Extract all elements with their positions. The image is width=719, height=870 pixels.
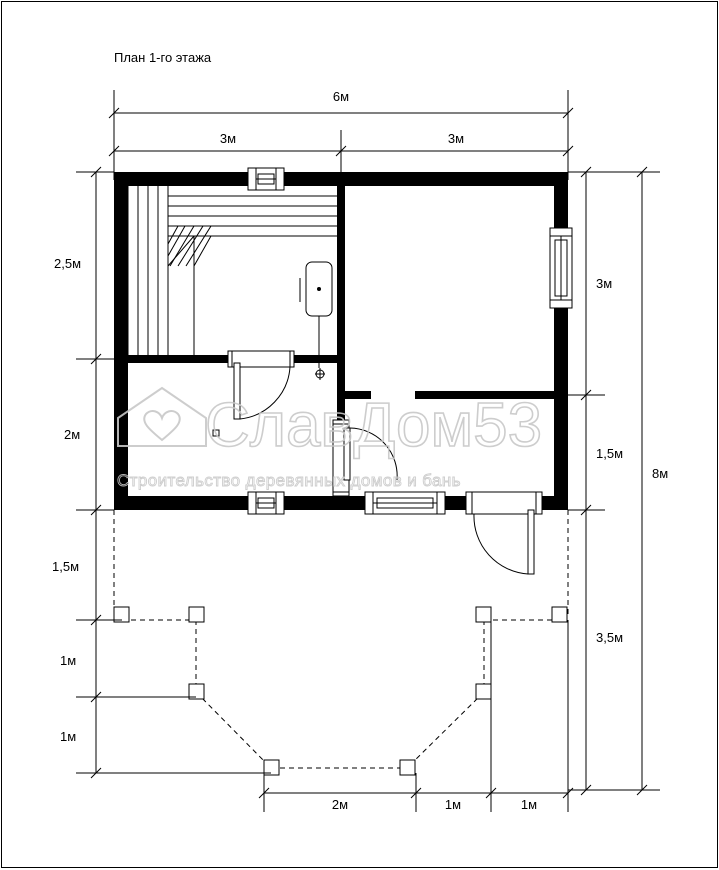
dim-total-width: 6м — [332, 89, 350, 104]
plan-title: План 1-го этажа — [114, 50, 212, 65]
window-right — [550, 228, 572, 308]
porch-outline — [114, 510, 568, 768]
window-top — [248, 168, 284, 190]
door-entrance — [466, 492, 542, 574]
dim-left-porch-2: 1м — [60, 653, 77, 668]
watermark-brand: СлавДом53 — [205, 391, 543, 460]
dim-right-porch: 3,5м — [596, 630, 624, 645]
window-bottom-left — [248, 492, 284, 514]
watermark-tagline: Строительство деревянных домов и бань — [117, 471, 461, 490]
dim-left-top: 2,5м — [54, 256, 82, 271]
wall-right — [554, 172, 568, 510]
dim-left-porch-1: 1,5м — [52, 559, 80, 574]
dim-bottom-3: 1м — [520, 797, 538, 812]
dim-bottom-2: 1м — [444, 797, 462, 812]
watermark-logo-icon — [118, 388, 206, 446]
watermark — [117, 388, 542, 490]
dim-bottom-1: 2м — [331, 797, 349, 812]
wall-left — [114, 172, 128, 510]
dim-right-top: 3м — [596, 276, 613, 291]
porch-posts — [114, 607, 567, 775]
dim-right-width: 3м — [447, 131, 465, 146]
dim-right-middle: 1,5м — [596, 446, 624, 461]
window-bottom-middle — [365, 492, 445, 514]
dim-total-height: 8м — [652, 466, 669, 481]
dim-left-porch-3: 1м — [60, 729, 77, 744]
dim-left-middle: 2м — [64, 427, 81, 442]
dim-left-width: 3м — [219, 131, 237, 146]
